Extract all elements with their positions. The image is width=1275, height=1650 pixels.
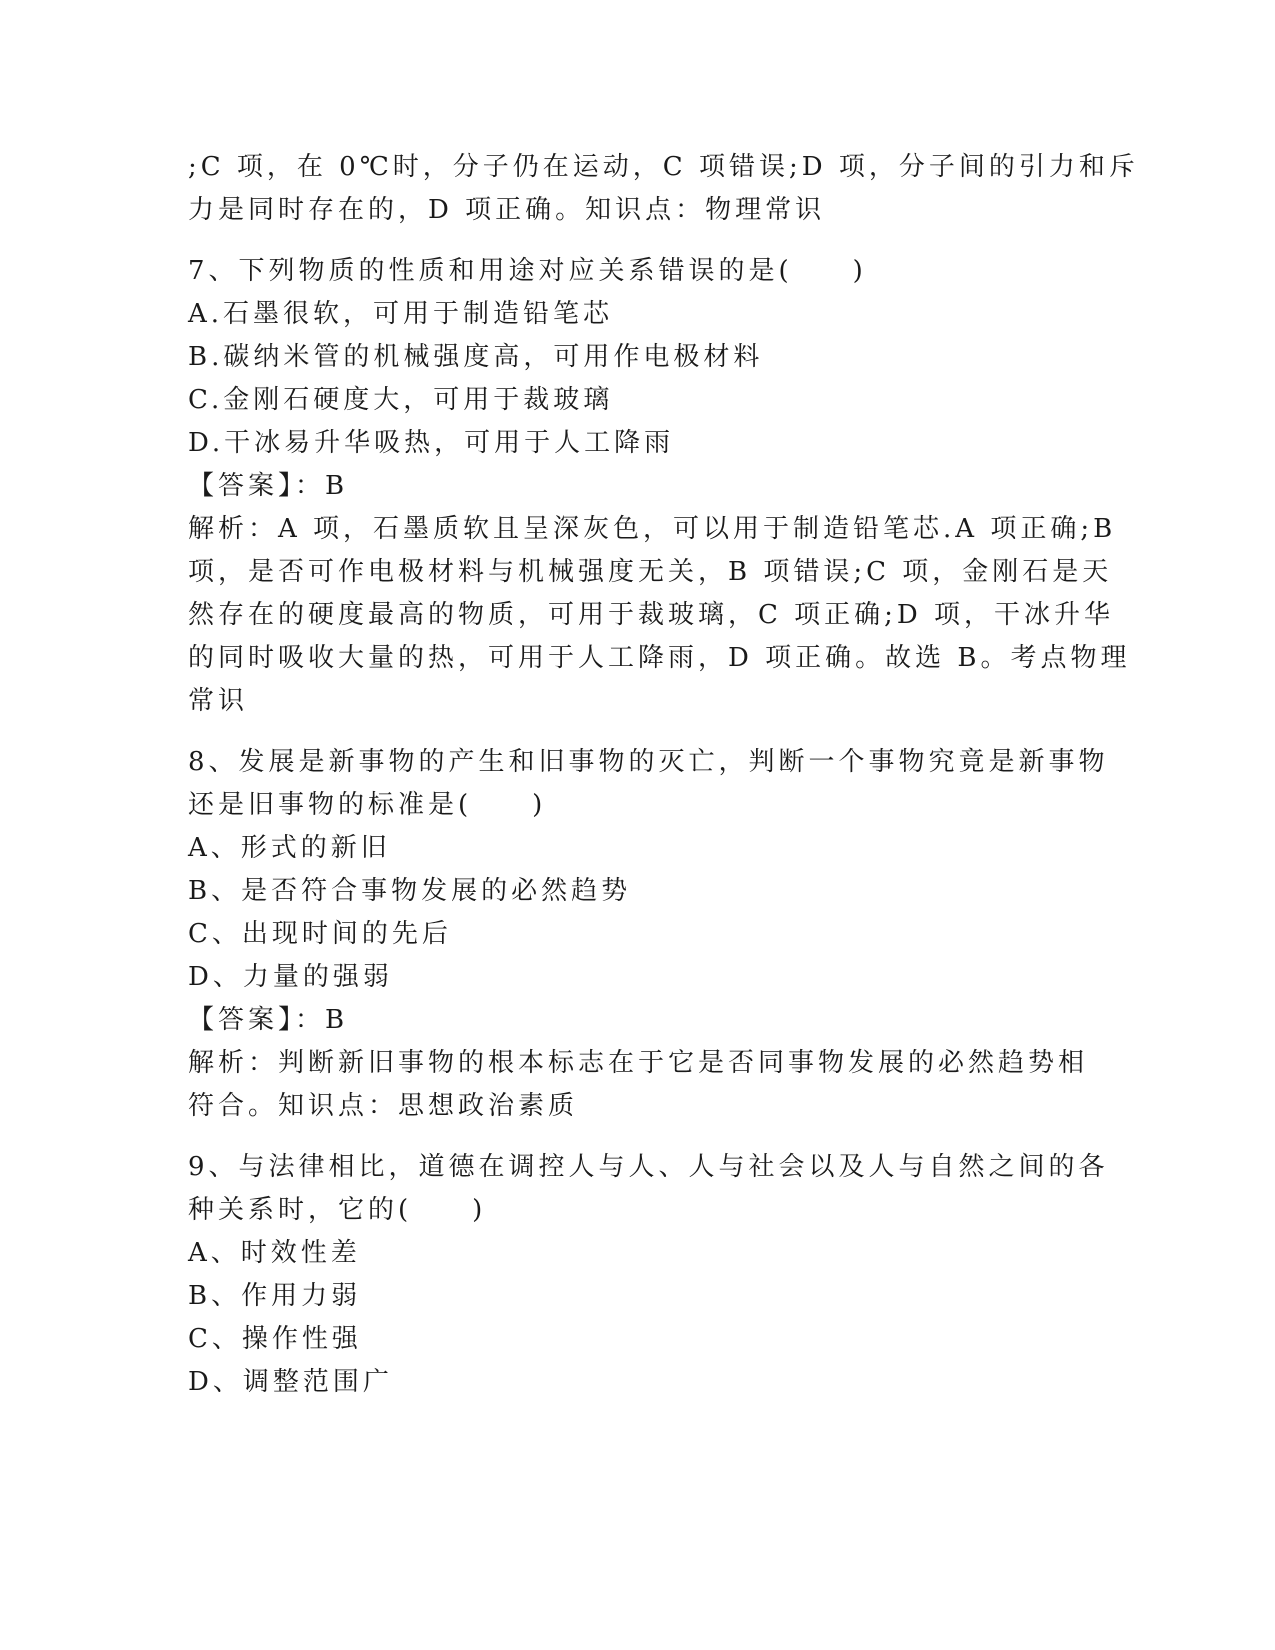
analysis-line: 解析：A 项，石墨质软且呈深灰色，可以用于制造铅笔芯.A 项正确;B	[188, 514, 1117, 544]
option-a: A、时效性差	[188, 1238, 361, 1268]
question-stem: 7、下列物质的性质和用途对应关系错误的是( )	[188, 256, 867, 286]
analysis-line: 解析：判断新旧事物的根本标志在于它是否同事物发展的必然趋势相	[188, 1048, 1089, 1078]
option-d: D、调整范围广	[188, 1367, 393, 1397]
analysis-line: 力是同时存在的，D 项正确。知识点：物理常识	[188, 195, 826, 225]
document-page	[188, 146, 1139, 1404]
option-d: D.干冰易升华吸热，可用于人工降雨	[188, 428, 675, 458]
option-a: A.石墨很软，可用于制造铅笔芯	[188, 299, 614, 329]
option-c: C.金刚石硬度大，可用于裁玻璃	[188, 385, 614, 415]
analysis-line: 然存在的硬度最高的物质，可用于裁玻璃，C 项正确;D 项，干冰升华	[188, 600, 1115, 630]
previous-analysis-continuation	[188, 146, 1139, 232]
question-7	[188, 250, 1131, 723]
analysis-line: 项，是否可作电极材料与机械强度无关，B 项错误;C 项，金刚石是天	[188, 557, 1113, 587]
answer: 【答案】：B	[188, 1005, 349, 1035]
option-b: B、作用力弱	[188, 1281, 362, 1311]
question-stem: 9、与法律相比，道德在调控人与人、人与社会以及人与自然之间的各	[188, 1152, 1109, 1182]
analysis-line: 符合。知识点：思想政治素质	[188, 1091, 579, 1121]
option-c: C、操作性强	[188, 1324, 362, 1354]
answer: 【答案】：B	[188, 471, 349, 501]
question-stem: 8、发展是新事物的产生和旧事物的灭亡，判断一个事物究竟是新事物	[188, 747, 1109, 777]
option-c: C、出现时间的先后	[188, 919, 452, 949]
analysis-line: 的同时吸收大量的热，可用于人工降雨，D 项正确。故选 B。考点物理	[188, 643, 1131, 673]
question-stem: 种关系时，它的( )	[188, 1195, 487, 1225]
option-b: B、是否符合事物发展的必然趋势	[188, 876, 632, 906]
question-9	[188, 1146, 1109, 1404]
analysis-line: 常识	[188, 686, 249, 716]
question-stem: 还是旧事物的标准是( )	[188, 790, 547, 820]
option-b: B.碳纳米管的机械强度高，可用作电极材料	[188, 342, 764, 372]
question-8	[188, 741, 1109, 1128]
option-a: A、形式的新旧	[188, 833, 391, 863]
option-d: D、力量的强弱	[188, 962, 393, 992]
analysis-line: ;C 项，在 0℃时，分子仍在运动，C 项错误;D 项，分子间的引力和斥	[188, 152, 1139, 182]
